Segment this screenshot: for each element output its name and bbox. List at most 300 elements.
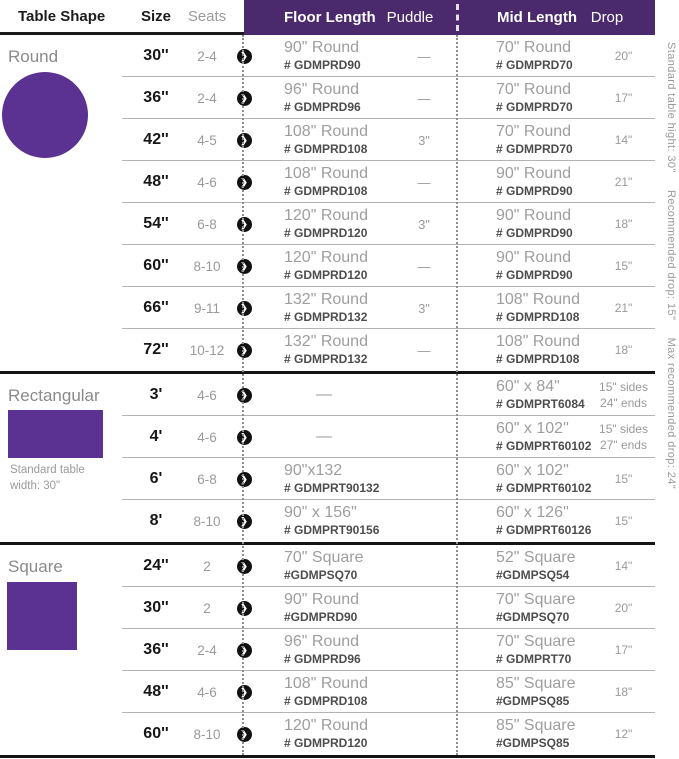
floor-length-dash: — xyxy=(316,427,332,445)
floor-length-cell xyxy=(256,717,392,750)
size-cell xyxy=(130,341,182,359)
next-arrow-icon: ❯ xyxy=(237,49,252,64)
arrow-cell xyxy=(232,49,256,64)
mid-length-cell xyxy=(456,549,592,582)
mid-length-value: 70" Square xyxy=(496,633,576,651)
mid-length-sku: # GDMPRD108 xyxy=(496,351,580,366)
mid-length-sku: # GDMPRD70 xyxy=(496,99,573,114)
seats-value: 9-11 xyxy=(193,300,221,316)
mid-length-cell xyxy=(456,165,592,198)
next-arrow-icon: ❯ xyxy=(237,388,252,403)
table-row xyxy=(0,287,679,329)
drop-value: 14" xyxy=(614,558,633,573)
table-row xyxy=(0,545,679,587)
mid-length-sku: #GDMPSQ85 xyxy=(496,693,570,708)
mid-length-cell xyxy=(456,333,592,366)
row-separator xyxy=(122,202,655,203)
arrow-cell xyxy=(232,301,256,316)
drop-cell xyxy=(592,342,655,358)
seats-cell xyxy=(182,514,232,529)
mid-length-cell xyxy=(456,378,592,411)
mid-length-cell xyxy=(456,123,592,156)
mid-length-cell xyxy=(456,39,592,72)
puddle-cell xyxy=(392,133,456,148)
mid-length-sku: # GDMPRD108 xyxy=(496,309,580,324)
floor-length-value: 132" Round xyxy=(284,333,368,351)
section-caption: Standard table width: 30" xyxy=(10,464,85,493)
seats-cell xyxy=(182,259,232,274)
seats-value: 2-4 xyxy=(197,90,217,106)
puddle-value: — xyxy=(417,48,431,64)
drop-value: 15" xyxy=(614,513,633,528)
mid-length-sku: #GDMPSQ70 xyxy=(496,609,570,624)
floor-length-value: 120" Round xyxy=(284,249,368,267)
drop-cell xyxy=(592,421,655,453)
size-cell xyxy=(130,47,182,65)
seats-value: 8-10 xyxy=(193,726,221,742)
floor-length-value: 96" Round xyxy=(284,633,360,651)
floor-length-sku: # GDMPRD96 xyxy=(284,99,361,114)
drop-value-ends: 24" ends xyxy=(600,396,647,410)
seats-value: 6-8 xyxy=(197,216,217,232)
floor-length-value: 96" Round xyxy=(284,81,360,99)
table-row xyxy=(0,671,679,713)
size-value: 6' xyxy=(149,470,163,487)
puddle-cell xyxy=(392,91,456,106)
col-header-table-shape: Table Shape xyxy=(18,8,106,25)
next-arrow-icon: ❯ xyxy=(237,259,252,274)
floor-length-value: 108" Round xyxy=(284,165,368,183)
arrow-cell xyxy=(232,559,256,574)
floor-length-cell xyxy=(256,123,392,156)
row-separator xyxy=(122,586,655,587)
drop-value: 12" xyxy=(614,726,633,741)
section-square xyxy=(0,545,679,755)
floor-length-value: 120" Round xyxy=(284,207,368,225)
seats-cell xyxy=(182,388,232,403)
mid-length-value: 60" x 102" xyxy=(496,462,569,480)
size-cell xyxy=(130,512,182,530)
next-arrow-icon: ❯ xyxy=(237,217,252,232)
seats-value: 8-10 xyxy=(193,258,221,274)
puddle-value: — xyxy=(417,174,431,190)
drop-cell xyxy=(592,642,655,658)
seats-value: 4-6 xyxy=(197,684,217,700)
spec-header-band xyxy=(244,0,655,35)
table-row xyxy=(0,203,679,245)
size-cell xyxy=(130,173,182,191)
seats-cell xyxy=(182,175,232,190)
seats-value: 10-12 xyxy=(189,342,225,358)
drop-value: 21" xyxy=(614,300,633,315)
floor-length-value: 132" Round xyxy=(284,291,368,309)
floor-length-sku: # GDMPRD132 xyxy=(284,351,368,366)
seats-value: 2-4 xyxy=(197,48,217,64)
arrow-cell xyxy=(232,91,256,106)
puddle-value: 3" xyxy=(418,216,430,232)
row-separator xyxy=(122,76,655,77)
mid-length-value: 85" Square xyxy=(496,675,576,693)
next-arrow-icon: ❯ xyxy=(237,91,252,106)
puddle-cell xyxy=(392,343,456,358)
floor-length-sku: # GDMPRT90156 xyxy=(284,522,380,537)
arrow-cell xyxy=(232,175,256,190)
col-header-drop: Drop xyxy=(590,9,624,26)
seats-cell xyxy=(182,430,232,445)
mid-length-sku: #GDMPSQ85 xyxy=(496,735,570,750)
row-separator xyxy=(122,328,655,329)
floor-length-sku: # GDMPRT90132 xyxy=(284,480,380,495)
drop-cell xyxy=(592,471,655,487)
floor-length-value: 90"x132 xyxy=(284,462,343,480)
mid-length-value: 85" Square xyxy=(496,717,576,735)
mid-length-cell xyxy=(456,504,592,537)
mid-length-value: 60" x 126" xyxy=(496,504,569,522)
puddle-cell xyxy=(392,49,456,64)
size-cell xyxy=(130,599,182,617)
drop-cell xyxy=(592,258,655,274)
size-value: 3' xyxy=(149,386,163,403)
puddle-value: 3" xyxy=(418,132,430,148)
drop-cell xyxy=(592,684,655,700)
bottom-border xyxy=(0,755,655,758)
floor-length-value: 120" Round xyxy=(284,717,368,735)
next-arrow-icon: ❯ xyxy=(237,727,252,742)
size-cell xyxy=(130,557,182,575)
mid-length-value: 108" Round xyxy=(496,333,580,351)
mid-length-value: 90" Round xyxy=(496,165,572,183)
size-value: 54'' xyxy=(143,215,169,232)
mid-length-value: 108" Round xyxy=(496,291,580,309)
row-separator xyxy=(122,457,655,458)
puddle-cell xyxy=(392,259,456,274)
size-value: 8' xyxy=(149,512,163,529)
table-row xyxy=(0,713,679,755)
drop-cell xyxy=(592,300,655,316)
floor-length-sku: # GDMPRD120 xyxy=(284,735,368,750)
mid-length-value: 70" Round xyxy=(496,39,572,57)
seats-value: 6-8 xyxy=(197,471,217,487)
table-row xyxy=(0,245,679,287)
table-row xyxy=(0,161,679,203)
drop-cell xyxy=(592,48,655,64)
size-cell xyxy=(130,89,182,107)
next-arrow-icon: ❯ xyxy=(237,685,252,700)
seats-value: 8-10 xyxy=(193,513,221,529)
table-row xyxy=(0,458,679,500)
row-separator xyxy=(122,499,655,500)
mid-length-value: 60" x 102" xyxy=(496,420,569,438)
col-header-mid-length: Mid Length xyxy=(497,9,577,26)
drop-value: 17" xyxy=(614,90,633,105)
drop-cell xyxy=(592,726,655,742)
row-separator xyxy=(122,160,655,161)
drop-value: 18" xyxy=(614,684,633,699)
col-header-size: Size xyxy=(140,8,171,25)
next-arrow-icon: ❯ xyxy=(237,514,252,529)
mid-length-sku: # GDMPRT60102 xyxy=(496,480,592,495)
floor-length-cell xyxy=(256,291,392,324)
floor-length-cell xyxy=(256,207,392,240)
mid-length-sku: #GDMPSQ54 xyxy=(496,567,570,582)
floor-length-cell xyxy=(256,633,392,666)
mid-length-value: 70" Round xyxy=(496,123,572,141)
floor-length-cell xyxy=(256,386,392,404)
size-value: 42'' xyxy=(143,131,169,148)
seats-cell xyxy=(182,49,232,64)
floor-length-sku: # GDMPRD90 xyxy=(284,57,361,72)
seats-cell xyxy=(182,472,232,487)
seats-cell xyxy=(182,343,232,358)
floor-length-sku: # GDMPRD120 xyxy=(284,225,368,240)
table-row xyxy=(0,77,679,119)
arrow-cell xyxy=(232,343,256,358)
next-arrow-icon: ❯ xyxy=(237,601,252,616)
floor-length-cell xyxy=(256,504,392,537)
drop-value: 14" xyxy=(614,132,633,147)
size-value: 24'' xyxy=(143,557,169,574)
drop-cell xyxy=(592,600,655,616)
size-cell xyxy=(130,470,182,488)
mid-length-sku: # GDMPRD90 xyxy=(496,225,573,240)
drop-cell xyxy=(592,90,655,106)
header-dashed-divider xyxy=(456,4,459,31)
floor-length-sku: # GDMPRD108 xyxy=(284,141,368,156)
mid-length-value: 70" Round xyxy=(496,81,572,99)
mid-length-sku: # GDMPRD90 xyxy=(496,183,573,198)
drop-value: 18" xyxy=(614,216,633,231)
arrow-cell xyxy=(232,727,256,742)
floor-length-sku: #GDMPRD90 xyxy=(284,609,358,624)
mid-length-cell xyxy=(456,291,592,324)
arrow-cell xyxy=(232,472,256,487)
drop-cell xyxy=(592,132,655,148)
seats-value: 4-6 xyxy=(197,429,217,445)
table-row xyxy=(0,629,679,671)
mid-length-value: 52" Square xyxy=(496,549,576,567)
arrow-cell xyxy=(232,217,256,232)
section-label: Square xyxy=(8,557,63,576)
table-row xyxy=(0,500,679,542)
floor-length-dash: — xyxy=(316,385,332,403)
size-value: 30'' xyxy=(143,47,169,64)
size-value: 36'' xyxy=(143,89,169,106)
seats-cell xyxy=(182,217,232,232)
seats-value: 4-5 xyxy=(197,132,217,148)
seats-value: 2-4 xyxy=(197,642,217,658)
floor-length-cell xyxy=(256,462,392,495)
next-arrow-icon: ❯ xyxy=(237,643,252,658)
floor-length-sku: #GDMPSQ70 xyxy=(284,567,358,582)
size-cell xyxy=(130,683,182,701)
mid-length-sku: # GDMPRD70 xyxy=(496,141,573,156)
mid-length-value: 60" x 84" xyxy=(496,378,560,396)
row-separator xyxy=(122,244,655,245)
mid-length-cell xyxy=(456,207,592,240)
drop-cell xyxy=(592,216,655,232)
drop-value: 20" xyxy=(614,48,633,63)
size-value: 4' xyxy=(149,428,163,445)
table-row xyxy=(0,587,679,629)
drop-value: 15" sides xyxy=(599,421,648,436)
puddle-cell xyxy=(392,301,456,316)
floor-length-value: 108" Round xyxy=(284,675,368,693)
drop-cell xyxy=(592,558,655,574)
floor-length-sku: # GDMPRD108 xyxy=(284,693,368,708)
row-separator xyxy=(122,118,655,119)
mid-length-cell xyxy=(456,717,592,750)
size-value: 60'' xyxy=(143,257,169,274)
next-arrow-icon: ❯ xyxy=(237,175,252,190)
puddle-value: — xyxy=(417,342,431,358)
drop-value: 15" sides xyxy=(599,379,648,394)
next-arrow-icon: ❯ xyxy=(237,133,252,148)
row-separator xyxy=(122,415,655,416)
puddle-value: — xyxy=(417,90,431,106)
next-arrow-icon: ❯ xyxy=(237,301,252,316)
mid-length-cell xyxy=(456,249,592,282)
drop-value: 17" xyxy=(614,642,633,657)
mid-length-sku: # GDMPRD90 xyxy=(496,267,573,282)
mid-length-cell xyxy=(456,462,592,495)
floor-length-value: 90" x 156" xyxy=(284,504,357,522)
size-cell xyxy=(130,428,182,446)
floor-length-value: 90" Round xyxy=(284,39,360,57)
seats-value: 2 xyxy=(203,558,211,574)
seats-value: 4-6 xyxy=(197,387,217,403)
size-cell xyxy=(130,386,182,404)
floor-length-cell xyxy=(256,333,392,366)
seats-value: 2 xyxy=(203,600,211,616)
row-separator xyxy=(122,670,655,671)
arrow-cell xyxy=(232,388,256,403)
arrow-cell xyxy=(232,643,256,658)
floor-length-sku: # GDMPRD96 xyxy=(284,651,361,666)
floor-length-cell xyxy=(256,39,392,72)
size-value: 30'' xyxy=(143,599,169,616)
floor-length-sku: # GDMPRD132 xyxy=(284,309,368,324)
seats-cell xyxy=(182,91,232,106)
floor-length-value: 108" Round xyxy=(284,123,368,141)
size-cell xyxy=(130,215,182,233)
mid-length-cell xyxy=(456,591,592,624)
size-value: 66'' xyxy=(143,299,169,316)
drop-value: 18" xyxy=(614,342,633,357)
seats-cell xyxy=(182,601,232,616)
table-row xyxy=(0,35,679,77)
seats-value: 4-6 xyxy=(197,174,217,190)
drop-value: 15" xyxy=(614,258,633,273)
next-arrow-icon: ❯ xyxy=(237,559,252,574)
floor-length-cell xyxy=(256,549,392,582)
arrow-cell xyxy=(232,430,256,445)
mid-length-value: 70" Square xyxy=(496,591,576,609)
arrow-cell xyxy=(232,601,256,616)
size-value: 36'' xyxy=(143,641,169,658)
floor-length-cell xyxy=(256,675,392,708)
mid-length-value: 90" Round xyxy=(496,249,572,267)
size-value: 60'' xyxy=(143,725,169,742)
table-body xyxy=(0,35,679,758)
drop-value-ends: 27" ends xyxy=(600,438,647,452)
drop-value: 20" xyxy=(614,600,633,615)
row-separator xyxy=(122,712,655,713)
mid-length-sku: # GDMPRT6084 xyxy=(496,396,585,411)
size-cell xyxy=(130,725,182,743)
mid-length-sku: # GDMPRD70 xyxy=(496,57,573,72)
floor-length-cell xyxy=(256,591,392,624)
arrow-cell xyxy=(232,133,256,148)
row-separator xyxy=(122,286,655,287)
row-separator xyxy=(122,628,655,629)
arrow-cell xyxy=(232,514,256,529)
section-label: Rectangular xyxy=(8,386,100,405)
arrow-cell xyxy=(232,685,256,700)
arrow-cell xyxy=(232,259,256,274)
size-cell xyxy=(130,257,182,275)
seats-cell xyxy=(182,643,232,658)
section-label: Round xyxy=(8,47,59,66)
floor-length-sku: # GDMPRD120 xyxy=(284,267,368,282)
floor-length-cell xyxy=(256,249,392,282)
mid-length-sku: # GDMPRT60126 xyxy=(496,522,592,537)
seats-cell xyxy=(182,685,232,700)
mid-length-sku: # GDMPRT70 xyxy=(496,651,572,666)
puddle-value: — xyxy=(417,258,431,274)
next-arrow-icon: ❯ xyxy=(237,472,252,487)
drop-cell xyxy=(592,513,655,529)
mid-length-cell xyxy=(456,675,592,708)
left-header xyxy=(0,0,244,35)
drop-value: 21" xyxy=(614,174,633,189)
floor-length-cell xyxy=(256,81,392,114)
section-circle xyxy=(0,35,679,371)
drop-value: 15" xyxy=(614,471,633,486)
table-row xyxy=(0,416,679,458)
next-arrow-icon: ❯ xyxy=(237,430,252,445)
floor-length-cell xyxy=(256,165,392,198)
drop-cell xyxy=(592,174,655,190)
seats-cell xyxy=(182,133,232,148)
puddle-value: 3" xyxy=(418,300,430,316)
puddle-cell xyxy=(392,217,456,232)
size-cell xyxy=(130,299,182,317)
floor-length-value: 90" Round xyxy=(284,591,360,609)
mid-length-cell xyxy=(456,81,592,114)
side-note: Standard table hight: 30" Recommended drop: 15" Max recommended drop: 24" xyxy=(665,42,677,490)
seats-cell xyxy=(182,727,232,742)
mid-length-value: 90" Round xyxy=(496,207,572,225)
puddle-cell xyxy=(392,175,456,190)
next-arrow-icon: ❯ xyxy=(237,343,252,358)
table-row xyxy=(0,374,679,416)
seats-cell xyxy=(182,301,232,316)
col-header-puddle: Puddle xyxy=(386,9,434,26)
floor-length-value: 70" Square xyxy=(284,549,364,567)
floor-length-sku: # GDMPRD108 xyxy=(284,183,368,198)
mid-length-cell xyxy=(456,420,592,453)
col-header-floor-length: Floor Length xyxy=(284,9,376,26)
size-cell xyxy=(130,641,182,659)
size-value: 72'' xyxy=(143,341,169,358)
seats-cell xyxy=(182,559,232,574)
mid-length-cell xyxy=(456,633,592,666)
table-row xyxy=(0,329,679,371)
mid-length-sku: # GDMPRT60102 xyxy=(496,438,592,453)
drop-cell xyxy=(592,379,655,411)
size-cell xyxy=(130,131,182,149)
size-value: 48'' xyxy=(143,173,169,190)
